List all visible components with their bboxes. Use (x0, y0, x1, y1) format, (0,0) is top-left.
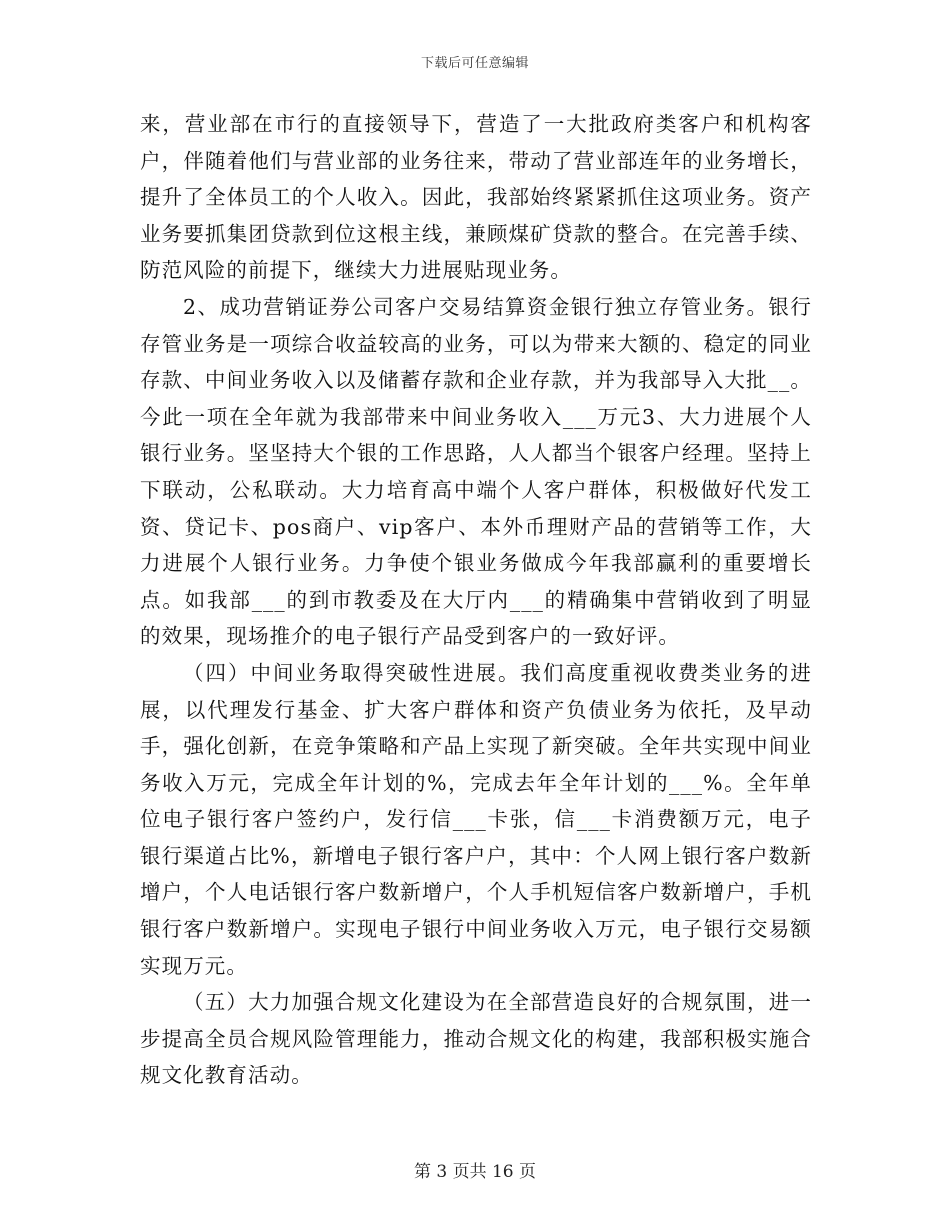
paragraph-intermediate-business: （四）中间业务取得突破性进展。我们高度重视收费类业务的进展，以代理发行基金、扩大客户群体和资产负债业务为依托，及早动手，强化创新，在竞争策略和产品上实现了新突破。全年共实现中间业务收入万元，完成全年计划的%，完成去年全年计划的___%。全年单位电子银行客户签约户，发行信___卡张，信___卡消费额万元，电子银行渠道占比%，新增电子银行客户户，其中：个人网上银行客户数新增户，个人电话银行客户数新增户，个人手机短信客户数新增户，手机银行客户数新增户。实现电子银行中间业务收入万元，电子银行交易额实现万元。 (140, 660, 812, 978)
document-body (140, 106, 812, 1094)
page-header: 下载后可任意编辑 (420, 56, 529, 71)
page-number-footer: 第 3 页共 16 页 (413, 1162, 537, 1182)
paragraph-securities-custody: 2、成功营销证券公司客户交易结算资金银行独立存管业务。银行存管业务是一项综合收益较高的业务，可以为带来大额的、稳定的同业存款、中间业务收入以及储蓄存款和企业存款，并为我部导入大批__。今此一项在全年就为我部带来中间业务收入___万元3、大力进展个人银行业务。坚坚持大个银的工作思路，人人都当个银客户经理。坚持上下联动，公私联动。大力培育高中端个人客户群体，积极做好代发工资、贷记卡、pos商户、vip客户、本外币理财产品的营销等工作，大力进展个人银行业务。力争使个银业务做成今年我部赢利的重要增长点。如我部___的到市教委及在大厅内___的精确集中营销收到了明显的效果，现场推介的电子银行产品受到客户的一致好评。 (140, 294, 812, 649)
paragraph-continuation: 来，营业部在市行的直接领导下，营造了一大批政府类客户和机构客户，伴随着他们与营业部的业务往来，带动了营业部连年的业务增长，提升了全体员工的个人收入。因此，我部始终紧紧抓住这项业务。资产业务要抓集团贷款到位这根主线，兼顾煤矿贷款的整合。在完善手续、防范风险的前提下，继续大力进展贴现业务。 (140, 112, 812, 283)
paragraph-compliance-culture: （五）大力加强合规文化建设为在全部营造良好的合规氛围，进一步提高全员合规风险管理能力，推动合规文化的构建，我部积极实施合规文化教育活动。 (140, 990, 812, 1088)
